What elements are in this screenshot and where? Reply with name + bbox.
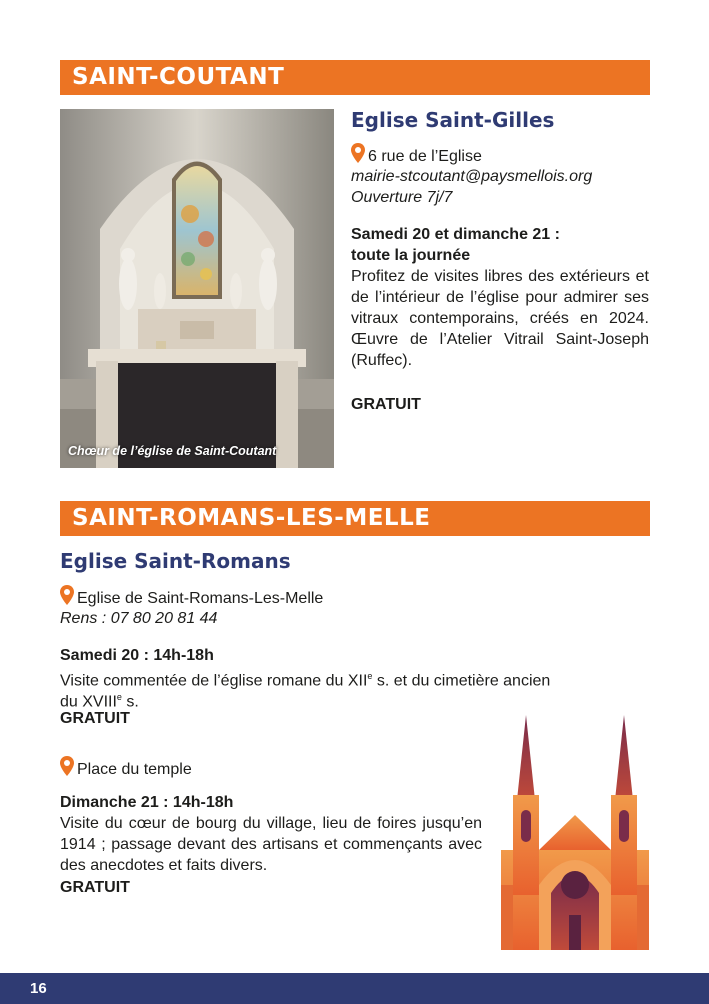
map-pin-icon xyxy=(351,143,365,163)
photo-caption: Chœur de l’église de Saint-Coutant xyxy=(68,444,277,458)
section-heading-saint-romans: SAINT-ROMANS-LES-MELLE xyxy=(60,501,650,536)
map-pin-icon xyxy=(60,585,74,605)
address-text: 6 rue de l’Eglise xyxy=(368,148,482,165)
location-text: Place du temple xyxy=(77,761,192,778)
email-link[interactable]: mairie-stcoutant@paysmellois.org xyxy=(351,168,593,185)
price-label: GRATUIT xyxy=(351,396,421,413)
venue-title-saint-romans: Eglise Saint-Romans xyxy=(60,549,291,573)
church-interior-photo xyxy=(60,109,334,468)
opening-hours: Ouverture 7j/7 xyxy=(351,189,453,206)
page-footer xyxy=(0,973,709,1004)
event1-date: Samedi 20 : 14h-18h xyxy=(60,647,214,664)
page-number: 16 xyxy=(30,980,47,997)
address-line xyxy=(351,143,482,167)
event-time: toute la journée xyxy=(351,247,471,264)
location-line-2 xyxy=(60,756,192,780)
event-date: Samedi 20 et dimanche 21 : xyxy=(351,226,560,243)
event2-description: Visite du cœur de bourg du village, lieu de foires jusqu’en 1914 ; passage devant des artisans et commençants avec des anecdotes et faits divers. xyxy=(60,815,482,874)
event1-price: GRATUIT xyxy=(60,710,130,727)
event2-date: Dimanche 21 : 14h-18h xyxy=(60,794,234,811)
location-text: Eglise de Saint-Romans-Les-Melle xyxy=(77,590,324,607)
event-description: Profitez de visites libres des extérieurs et de l’intérieur de l’église pour admirer ses vitraux contemporains, créés en 2024. Œuvre de l’Atelier Vitrail Saint-Joseph (Ruffec). xyxy=(351,268,649,369)
event2-price: GRATUIT xyxy=(60,879,130,896)
contact-phone: Rens : 07 80 20 81 44 xyxy=(60,610,218,627)
venue-title-saint-gilles: Eglise Saint-Gilles xyxy=(351,108,555,132)
event1-description-line2: du XVIIIe s. xyxy=(60,692,139,711)
map-pin-icon xyxy=(60,756,74,776)
church-illustration xyxy=(499,715,651,950)
event1-description-line1: Visite commentée de l’église romane du XIIe s. et du cimetière ancien xyxy=(60,671,551,690)
section-heading-saint-coutant: SAINT-COUTANT xyxy=(60,60,650,95)
location-line-1 xyxy=(60,585,323,609)
